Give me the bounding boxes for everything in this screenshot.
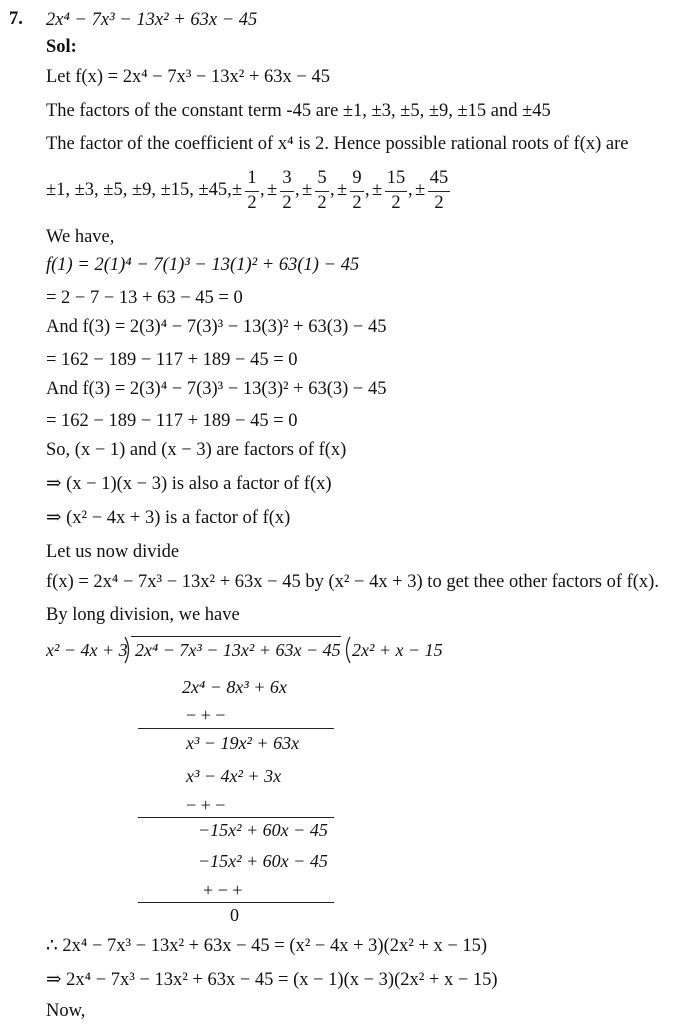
- division-rule-1: [138, 728, 334, 729]
- line-so-factors: So, (x − 1) and (x − 3) are factors of f(x): [46, 440, 347, 460]
- root-fraction-denominator: 2: [391, 193, 401, 213]
- line-we-have: We have,: [46, 227, 115, 247]
- division-step1-remainder: x³ − 19x² + 63x: [186, 733, 300, 753]
- division-step1-signs: − + −: [186, 705, 226, 725]
- root-fraction-sign: ±: [302, 180, 313, 200]
- root-fraction-bar: [428, 191, 450, 192]
- division-bracket-right: [342, 636, 352, 664]
- line-f3-first: And f(3) = 2(3)⁴ − 7(3)³ − 13(3)² + 63(3) − 45: [46, 317, 387, 337]
- question-expression: 2x⁴ − 7x³ − 13x² + 63x − 45: [46, 10, 258, 30]
- root-fraction-numerator: 9: [352, 168, 362, 188]
- possible-roots-integers: ±1, ±3, ±5, ±9, ±15, ±45,: [46, 180, 232, 200]
- root-fraction-comma: ,: [330, 180, 335, 200]
- line-f1-eval: = 2 − 7 − 13 + 63 − 45 = 0: [46, 288, 243, 308]
- root-fraction-bar: [280, 191, 294, 192]
- line-product-factor: ⇒ (x − 1)(x − 3) is also a factor of f(x): [46, 474, 332, 494]
- line-leading-coefficient: The factor of the coefficient of x⁴ is 2. Hence possible rational roots of f(x) are: [46, 134, 629, 154]
- division-rule-3: [138, 902, 334, 903]
- root-fraction-numerator: 5: [317, 168, 327, 188]
- root-fraction-bar: [385, 191, 407, 192]
- root-fraction-bar: [315, 191, 329, 192]
- division-step3-signs: + − +: [203, 880, 243, 900]
- division-step3-subtrahend: −15x² + 60x − 45: [198, 851, 328, 871]
- division-remainder: 0: [230, 905, 239, 925]
- division-rule-2: [138, 817, 334, 818]
- division-step2-remainder: −15x² + 60x − 45: [198, 820, 328, 840]
- line-f3-second-eval: = 162 − 189 − 117 + 189 − 45 = 0: [46, 411, 298, 431]
- root-fraction-sign: ±: [267, 180, 278, 200]
- division-vinculum: [131, 636, 341, 637]
- root-fraction-numerator: 3: [282, 168, 292, 188]
- root-fraction-numerator: 45: [429, 168, 449, 188]
- division-dividend: 2x⁴ − 7x³ − 13x² + 63x − 45: [135, 640, 341, 660]
- division-step2-signs: − + −: [186, 795, 226, 815]
- line-implies: ⇒ 2x⁴ − 7x³ − 13x² + 63x − 45 = (x − 1)(x − 3)(2x² + x − 15): [46, 970, 498, 990]
- division-quotient: 2x² + x − 15: [352, 640, 443, 660]
- division-bracket-left: [124, 636, 134, 664]
- division-divisor: x² − 4x + 3: [46, 640, 128, 660]
- root-fraction-sign: ±: [415, 180, 426, 200]
- line-f1: f(1) = 2(1)⁴ − 7(1)³ − 13(1)² + 63(1) − 45: [46, 255, 360, 275]
- question-number: 7.: [9, 9, 23, 29]
- line-let-f: Let f(x) = 2x⁴ − 7x³ − 13x² + 63x − 45: [46, 67, 330, 87]
- line-f3-second: And f(3) = 2(3)⁴ − 7(3)³ − 13(3)² + 63(3) − 45: [46, 379, 387, 399]
- root-fraction-bar: [245, 191, 259, 192]
- solution-heading: Sol:: [46, 37, 77, 57]
- root-fraction-numerator: 1: [247, 168, 257, 188]
- root-fraction-comma: ,: [408, 180, 413, 200]
- root-fraction-denominator: 2: [352, 193, 362, 213]
- root-fraction-sign: ±: [232, 180, 243, 200]
- root-fraction-denominator: 2: [434, 193, 444, 213]
- line-f3-first-eval: = 162 − 189 − 117 + 189 − 45 = 0: [46, 350, 298, 370]
- line-constant-factors: The factors of the constant term -45 are ±1, ±3, ±5, ±9, ±15 and ±45: [46, 101, 551, 121]
- division-step1-subtrahend: 2x⁴ − 8x³ + 6x: [182, 677, 287, 697]
- root-fraction-sign: ±: [337, 180, 348, 200]
- root-fraction-comma: ,: [295, 180, 300, 200]
- line-divide-statement: f(x) = 2x⁴ − 7x³ − 13x² + 63x − 45 by (x² − 4x + 3) to get thee other factors of f(x).: [46, 572, 659, 592]
- root-fraction-numerator: 15: [386, 168, 406, 188]
- line-let-divide: Let us now divide: [46, 542, 180, 562]
- root-fraction-denominator: 2: [247, 193, 257, 213]
- root-fraction-denominator: 2: [282, 193, 292, 213]
- line-therefore: ∴ 2x⁴ − 7x³ − 13x² + 63x − 45 = (x² − 4x + 3)(2x² + x − 15): [46, 936, 488, 956]
- line-long-division-intro: By long division, we have: [46, 605, 240, 625]
- line-quadratic-factor: ⇒ (x² − 4x + 3) is a factor of f(x): [46, 508, 291, 528]
- root-fraction-comma: ,: [365, 180, 370, 200]
- root-fraction-comma: ,: [260, 180, 265, 200]
- division-step2-subtrahend: x³ − 4x² + 3x: [186, 766, 282, 786]
- root-fraction-sign: ±: [372, 180, 383, 200]
- line-now: Now,: [46, 1001, 86, 1021]
- root-fraction-denominator: 2: [317, 193, 327, 213]
- root-fraction-bar: [350, 191, 364, 192]
